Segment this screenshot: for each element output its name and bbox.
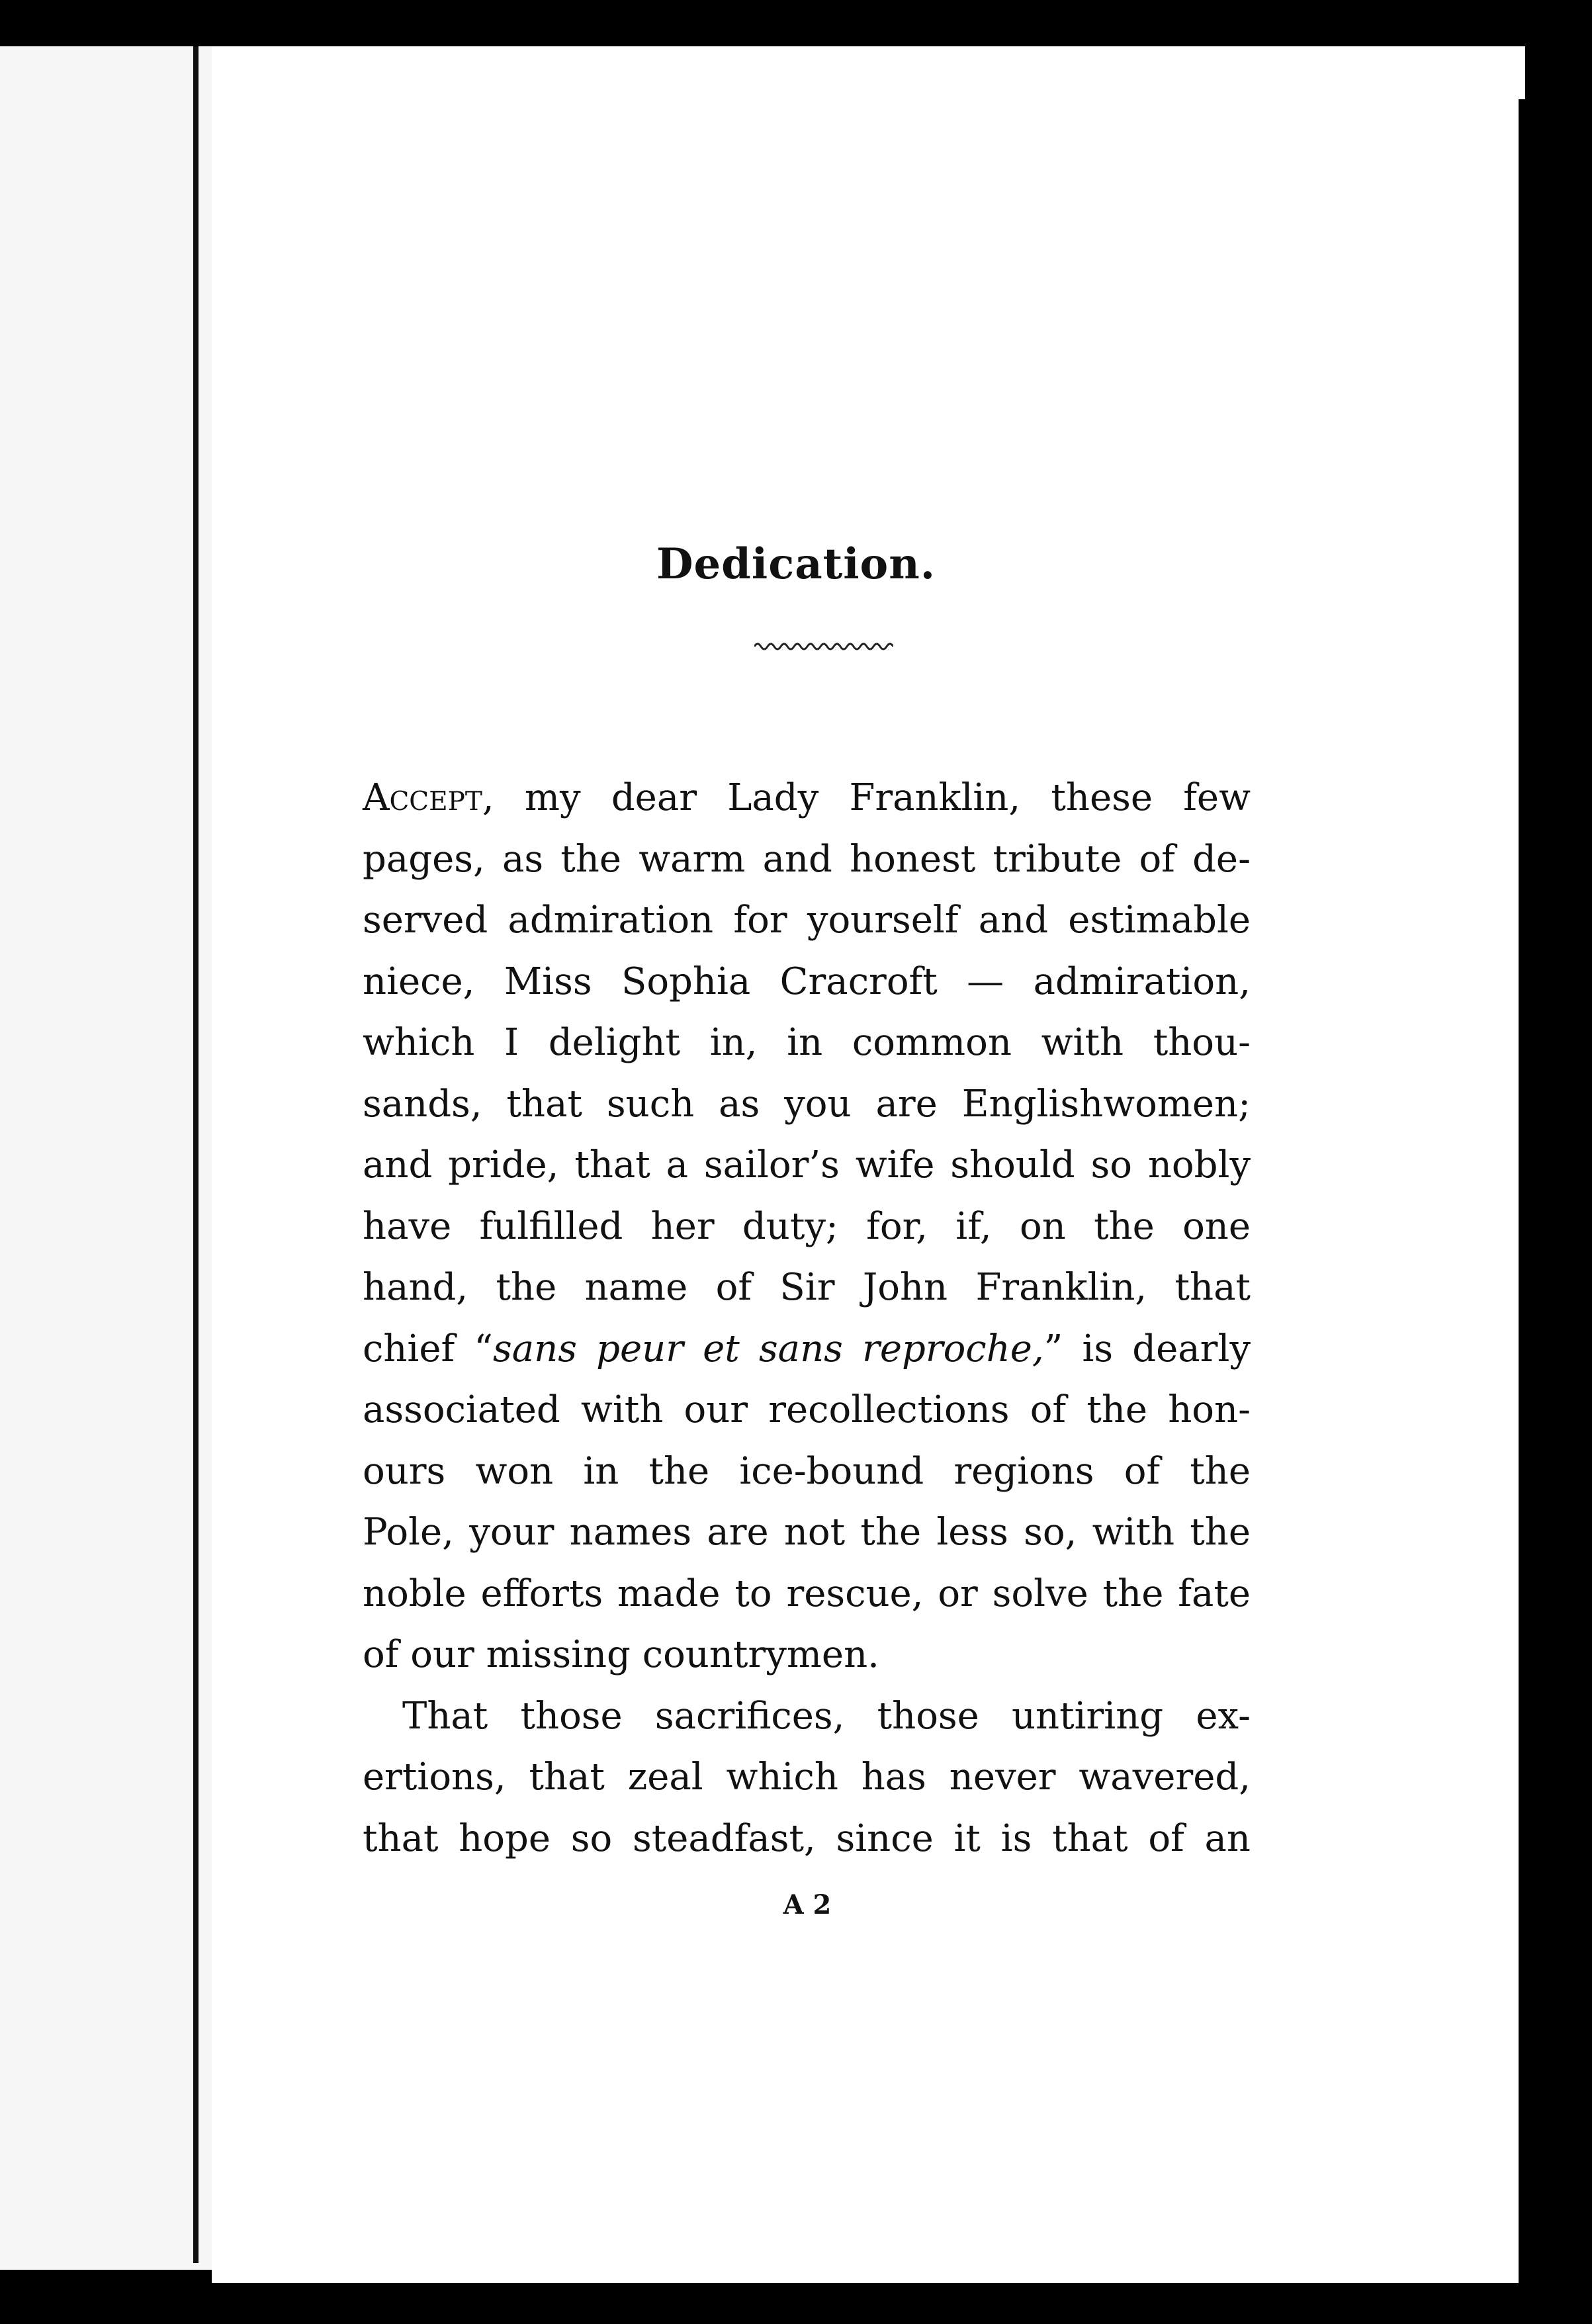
text-line: noble efforts made to rescue, or solve the fate (363, 1572, 1251, 1615)
text-line: Pole, your names are not the less so, with the (363, 1511, 1251, 1554)
text-line: chief “sans peur et sans reproche,” is dearly (363, 1327, 1251, 1370)
facing-page-edge (0, 46, 212, 2270)
text-line: have fulfilled her duty; for, if, on the one (363, 1204, 1251, 1248)
decorative-rule (754, 639, 893, 654)
text-line: of our missing countrymen. (363, 1633, 879, 1676)
text-line: pages, as the warm and honest tribute of de- (363, 837, 1251, 881)
text-line: That those sacrifices, those untiring ex- (402, 1694, 1251, 1738)
signature-mark: A 2 (783, 1889, 832, 1920)
text-line: niece, Miss Sophia Cracroft — admiration, (363, 960, 1251, 1003)
text-line: associated with our recollections of the hon- (363, 1388, 1251, 1431)
italic-phrase: sans peur et sans reproche, (493, 1327, 1044, 1370)
page-title: Dedication. (656, 539, 936, 589)
opening-word: Accept (363, 776, 482, 819)
text-line: Accept, my dear Lady Franklin, these few (363, 776, 1251, 819)
text-line: that hope so steadfast, since it is that of an (363, 1816, 1251, 1860)
binding-gutter (193, 46, 199, 2263)
text-line: which I delight in, in common with thou- (363, 1021, 1251, 1064)
text-line: hand, the name of Sir John Franklin, that (363, 1266, 1251, 1309)
text-line: sands, that such as you are Englishwomen; (363, 1082, 1251, 1126)
text-line: served admiration for yourself and estimable (363, 899, 1251, 942)
page-right-margin (1519, 99, 1592, 2283)
text-line: ours won in the ice-bound regions of the (363, 1449, 1251, 1493)
dedication-text (363, 768, 1251, 1869)
text-line: and pride, that a sailor’s wife should so nobly (363, 1143, 1251, 1186)
text-line: ertions, that zeal which has never wavered, (363, 1756, 1251, 1799)
